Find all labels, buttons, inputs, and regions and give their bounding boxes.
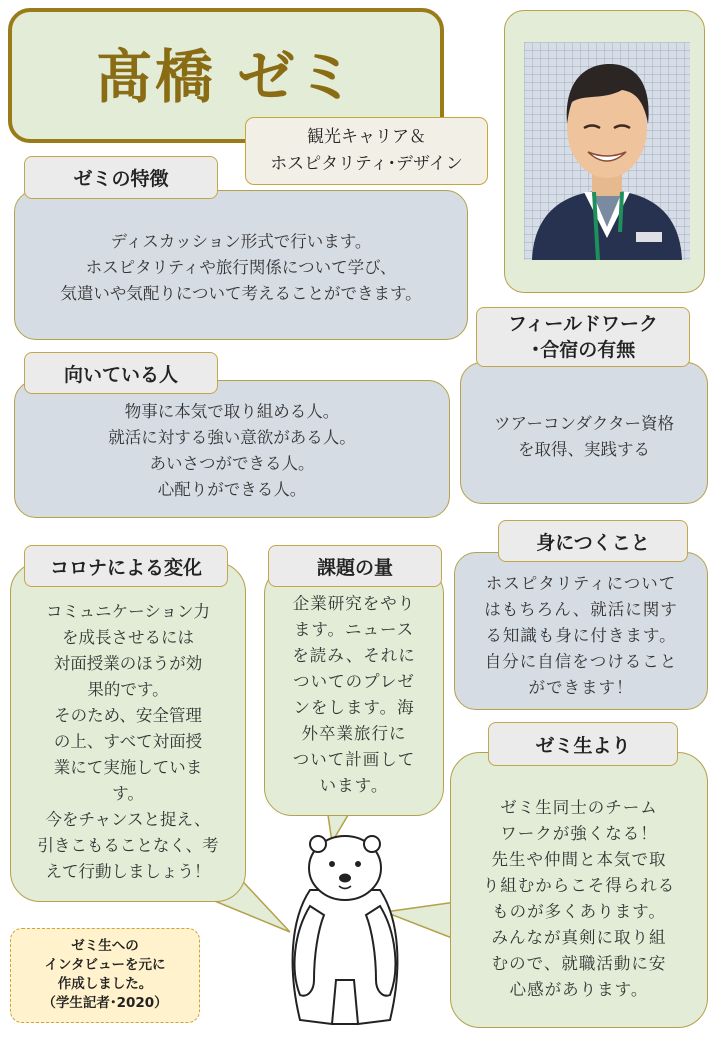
- workload-line: 企業研究をやり: [292, 594, 416, 613]
- features-line: ホスピタリティや旅行関係について学び、: [85, 258, 397, 277]
- workload-line: います。: [319, 776, 389, 795]
- workload-line: を読み、それに: [292, 646, 416, 665]
- corona-line: コミュニケーション力: [45, 602, 210, 621]
- note-line: インタビューを元に: [44, 957, 166, 973]
- students-line: り組むからこそ得られる: [482, 876, 676, 895]
- skills-line: ホスピタリティについて: [485, 574, 677, 593]
- corona-line: えて行動しましょう！: [45, 862, 211, 881]
- workload-line: ンをします。海: [293, 698, 415, 717]
- source-note: [10, 928, 200, 1023]
- subtitle-line: ホスピタリティ･デザイン: [270, 154, 463, 174]
- corona-line: 今をチャンスと捉え、: [45, 810, 211, 829]
- corona-bubble: [10, 562, 246, 902]
- corona-line: 果的です。: [87, 680, 169, 699]
- workload-line: 外卒業旅行に: [301, 724, 407, 743]
- workload-bubble: [264, 566, 444, 816]
- workload-line: ついてのプレゼ: [293, 672, 415, 691]
- skills-tab: 身につくこと: [498, 520, 688, 562]
- page-title: 髙橋 ゼミ: [94, 42, 358, 111]
- features-line: 気遣いや気配りについて考えることができます。: [60, 284, 422, 303]
- corona-line: 対面授業のほうが効: [53, 654, 203, 673]
- skills-line: はもちろん、就活に関す: [484, 600, 678, 619]
- corona-line: そのため、安全管理: [54, 706, 202, 725]
- workload-line: ついて計画して: [292, 750, 416, 769]
- corona-line: す。: [112, 784, 144, 803]
- students-line: ワークが強くなる！: [500, 824, 658, 843]
- suited-line: 心配りができる人。: [157, 480, 307, 499]
- suited-line: あいさつができる人。: [149, 454, 315, 473]
- skills-line: る知識も身に付きます。: [485, 626, 677, 645]
- students-line: みんなが真剣に取り組: [491, 928, 667, 947]
- students-line: むので、就職活動に安: [491, 954, 667, 973]
- subtitle-line: 観光キャリア＆: [307, 127, 426, 147]
- students-line: 心感があります。: [509, 980, 649, 999]
- suited-line: 就活に対する強い意欲がある人。: [108, 428, 356, 447]
- corona-line: 引きこもることなく、考: [37, 836, 219, 855]
- students-tab: ゼミ生より: [488, 722, 678, 766]
- features-tab: ゼミの特徴: [24, 156, 218, 199]
- corona-line: を成長させるには: [62, 628, 194, 647]
- fieldwork-tab-line: フィールドワーク: [507, 313, 659, 335]
- students-line: 先生や仲間と本気で取: [491, 850, 667, 869]
- skills-line: 自分に自信をつけること: [484, 652, 678, 671]
- skills-line: ができます！: [528, 678, 634, 697]
- note-line: 作成しました。: [57, 976, 153, 992]
- fieldwork-line: ツアーコンダクター資格: [493, 414, 674, 433]
- note-line: （学生記者･2020）: [42, 995, 168, 1011]
- corona-tab: コロナによる変化: [24, 545, 228, 587]
- fieldwork-tab-line: ･合宿の有無: [530, 339, 636, 361]
- polar-bear-icon: [270, 820, 420, 1035]
- suited-line: 物事に本気で取り組める人。: [124, 402, 340, 421]
- students-line: ものが多くあります。: [492, 902, 666, 921]
- workload-line: ます。ニュース: [293, 620, 415, 639]
- students-line: ゼミ生同士のチーム: [500, 798, 658, 817]
- corona-line: の上、すべて対面授: [53, 732, 203, 751]
- corona-line: 業にて実施していま: [53, 758, 203, 777]
- fieldwork-line: を取得、実践する: [518, 440, 650, 459]
- workload-tab: 課題の量: [268, 545, 442, 587]
- note-line: ゼミ生への: [71, 938, 139, 954]
- features-line: ディスカッション形式で行います。: [110, 232, 372, 251]
- students-bubble: [450, 752, 708, 1028]
- suited-tab: 向いている人: [24, 352, 218, 394]
